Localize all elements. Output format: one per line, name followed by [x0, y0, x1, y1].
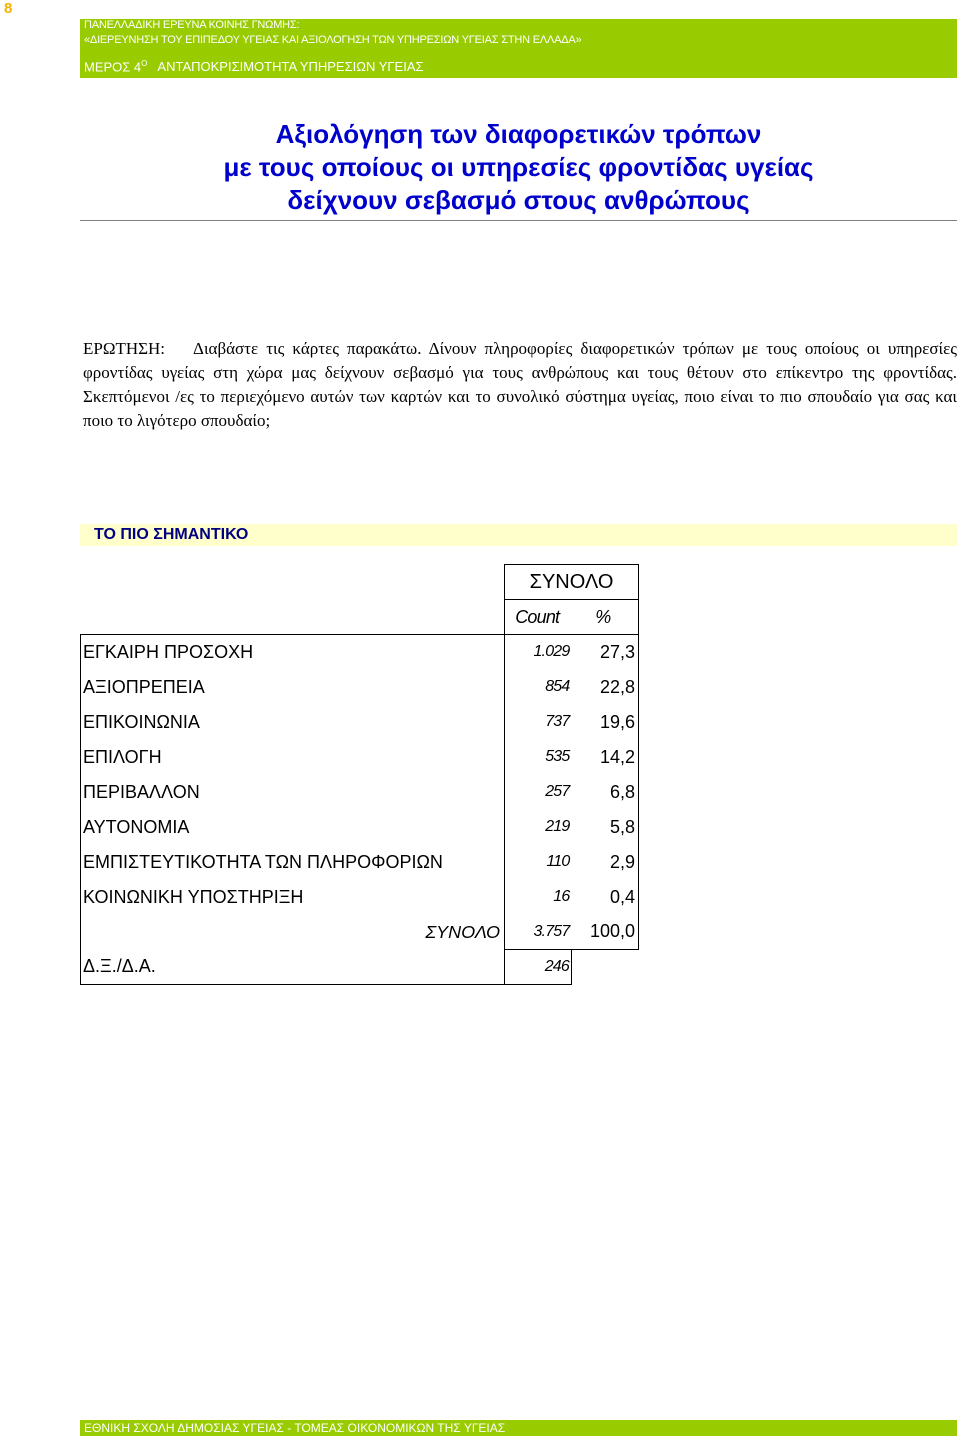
row-label: ΑΞΙΟΠΡΕΠΕΙΑ — [81, 670, 505, 705]
total-label: ΣΥΝΟΛΟ — [81, 915, 505, 950]
table-row — [81, 810, 639, 845]
row-count: 737 — [505, 705, 572, 740]
table-total-row — [81, 915, 639, 950]
total-count: 3.757 — [505, 915, 572, 950]
table-row — [81, 635, 639, 670]
row-label: ΕΓΚΑΙΡΗ ΠΡΟΣΟΧΗ — [81, 635, 505, 670]
title-divider — [80, 220, 957, 221]
header-part-sup: Ο — [141, 59, 148, 68]
page-number: 8 — [4, 0, 13, 17]
row-count: 854 — [505, 670, 572, 705]
dk-label: Δ.Ξ./Δ.Α. — [81, 950, 505, 985]
row-pct: 27,3 — [572, 635, 639, 670]
header-part — [84, 59, 424, 74]
footer-text: ΕΘΝΙΚΗ ΣΧΟΛΗ ΔΗΜΟΣΙΑΣ ΥΓΕΙΑΣ - ΤΟΜΕΑΣ ΟΙΚΟΝΟΜΙΚΩΝ ΤΗΣ ΥΓΕΙΑΣ — [84, 1421, 506, 1435]
table-group-header: ΣΥΝΟΛΟ — [505, 565, 639, 600]
row-label: ΕΠΙΚΟΙΝΩΝΙΑ — [81, 705, 505, 740]
header-survey-subtitle: «ΔΙΕΡΕΥΝΗΣΗ ΤΟΥ ΕΠΙΠΕΔΟΥ ΥΓΕΙΑΣ ΚΑΙ ΑΞΙΟΛΟΓΗΣΗ ΤΩΝ ΥΠΗΡΕΣΙΩΝ ΥΓΕΙΑΣ ΣΤΗΝ ΕΛΛΑΔΑ» — [84, 34, 582, 46]
count-column-header: Count — [505, 600, 572, 635]
question-label: ΕΡΩΤΗΣΗ: — [83, 339, 166, 358]
title-line: Αξιολόγηση των διαφορετικών τρόπων — [275, 119, 762, 149]
row-label: ΑΥΤΟΝΟΜΙΑ — [81, 810, 505, 845]
header-part-number: ΜΕΡΟΣ 4 — [84, 59, 142, 75]
row-label: ΠΕΡΙΒΑΛΛΟΝ — [81, 775, 505, 810]
row-label: ΕΜΠΙΣΤΕΥΤΙΚΟΤΗΤΑ ΤΩΝ ΠΛΗΡΟΦΟΡΙΩΝ — [81, 845, 505, 880]
row-count: 16 — [505, 880, 572, 915]
header-survey-title: ΠΑΝΕΛΛΑΔΙΚΗ ΕΡΕΥΝΑ ΚΟΙΝΗΣ ΓΝΩΜΗΣ: — [84, 19, 300, 31]
title-line: δείχνουν σεβασμό στους ανθρώπους — [287, 185, 750, 215]
table-row — [81, 670, 639, 705]
row-count: 219 — [505, 810, 572, 845]
row-count: 110 — [505, 845, 572, 880]
row-pct: 19,6 — [572, 705, 639, 740]
row-pct: 5,8 — [572, 810, 639, 845]
row-pct: 6,8 — [572, 775, 639, 810]
results-table — [80, 564, 639, 985]
table-row — [81, 845, 639, 880]
row-count: 1.029 — [505, 635, 572, 670]
table-subheader-row — [81, 600, 639, 635]
row-pct: 22,8 — [572, 670, 639, 705]
question-block — [83, 337, 957, 433]
table-row — [81, 705, 639, 740]
row-label: ΚΟΙΝΩΝΙΚΗ ΥΠΟΣΤΗΡΙΞΗ — [81, 880, 505, 915]
table-dk-row — [81, 950, 639, 985]
row-pct: 0,4 — [572, 880, 639, 915]
table-row — [81, 775, 639, 810]
table-header-row — [81, 565, 639, 600]
row-count: 257 — [505, 775, 572, 810]
header-part-section: ΑΝΤΑΠΟΚΡΙΣΙΜΟΤΗΤΑ ΥΠΗΡΕΣΙΩΝ ΥΓΕΙΑΣ — [157, 59, 424, 75]
page-title — [80, 118, 957, 217]
row-count: 535 — [505, 740, 572, 775]
table-row — [81, 740, 639, 775]
dk-count: 246 — [505, 950, 572, 985]
section-label: ΤΟ ΠΙΟ ΣΗΜΑΝΤΙΚΟ — [94, 526, 249, 543]
total-pct: 100,0 — [572, 915, 639, 950]
title-line: με τους οποίους οι υπηρεσίες φροντίδας υγείας — [223, 152, 814, 182]
pct-column-header: % — [572, 600, 639, 635]
row-pct: 2,9 — [572, 845, 639, 880]
row-pct: 14,2 — [572, 740, 639, 775]
row-label: ΕΠΙΛΟΓΗ — [81, 740, 505, 775]
question-text: Διαβάστε τις κάρτες παρακάτω. Δίνουν πληροφορίες διαφορετικών τρόπων με τους οποίους οι υπηρεσίες φροντίδας υγείας στη χώρα μας δείχνουν σεβασμό για τους ανθρώπους και τους θέτουν στο επίκεντρο της φροντίδας. Σκεπτόμενοι /ες το περιεχόμενο αυτών των καρτών και το συνολικό σύστημα υγείας, ποιο είναι το πιο σπουδαίο για σας και ποιο το λιγότερο σπουδαίο; — [83, 339, 957, 430]
table-row — [81, 880, 639, 915]
